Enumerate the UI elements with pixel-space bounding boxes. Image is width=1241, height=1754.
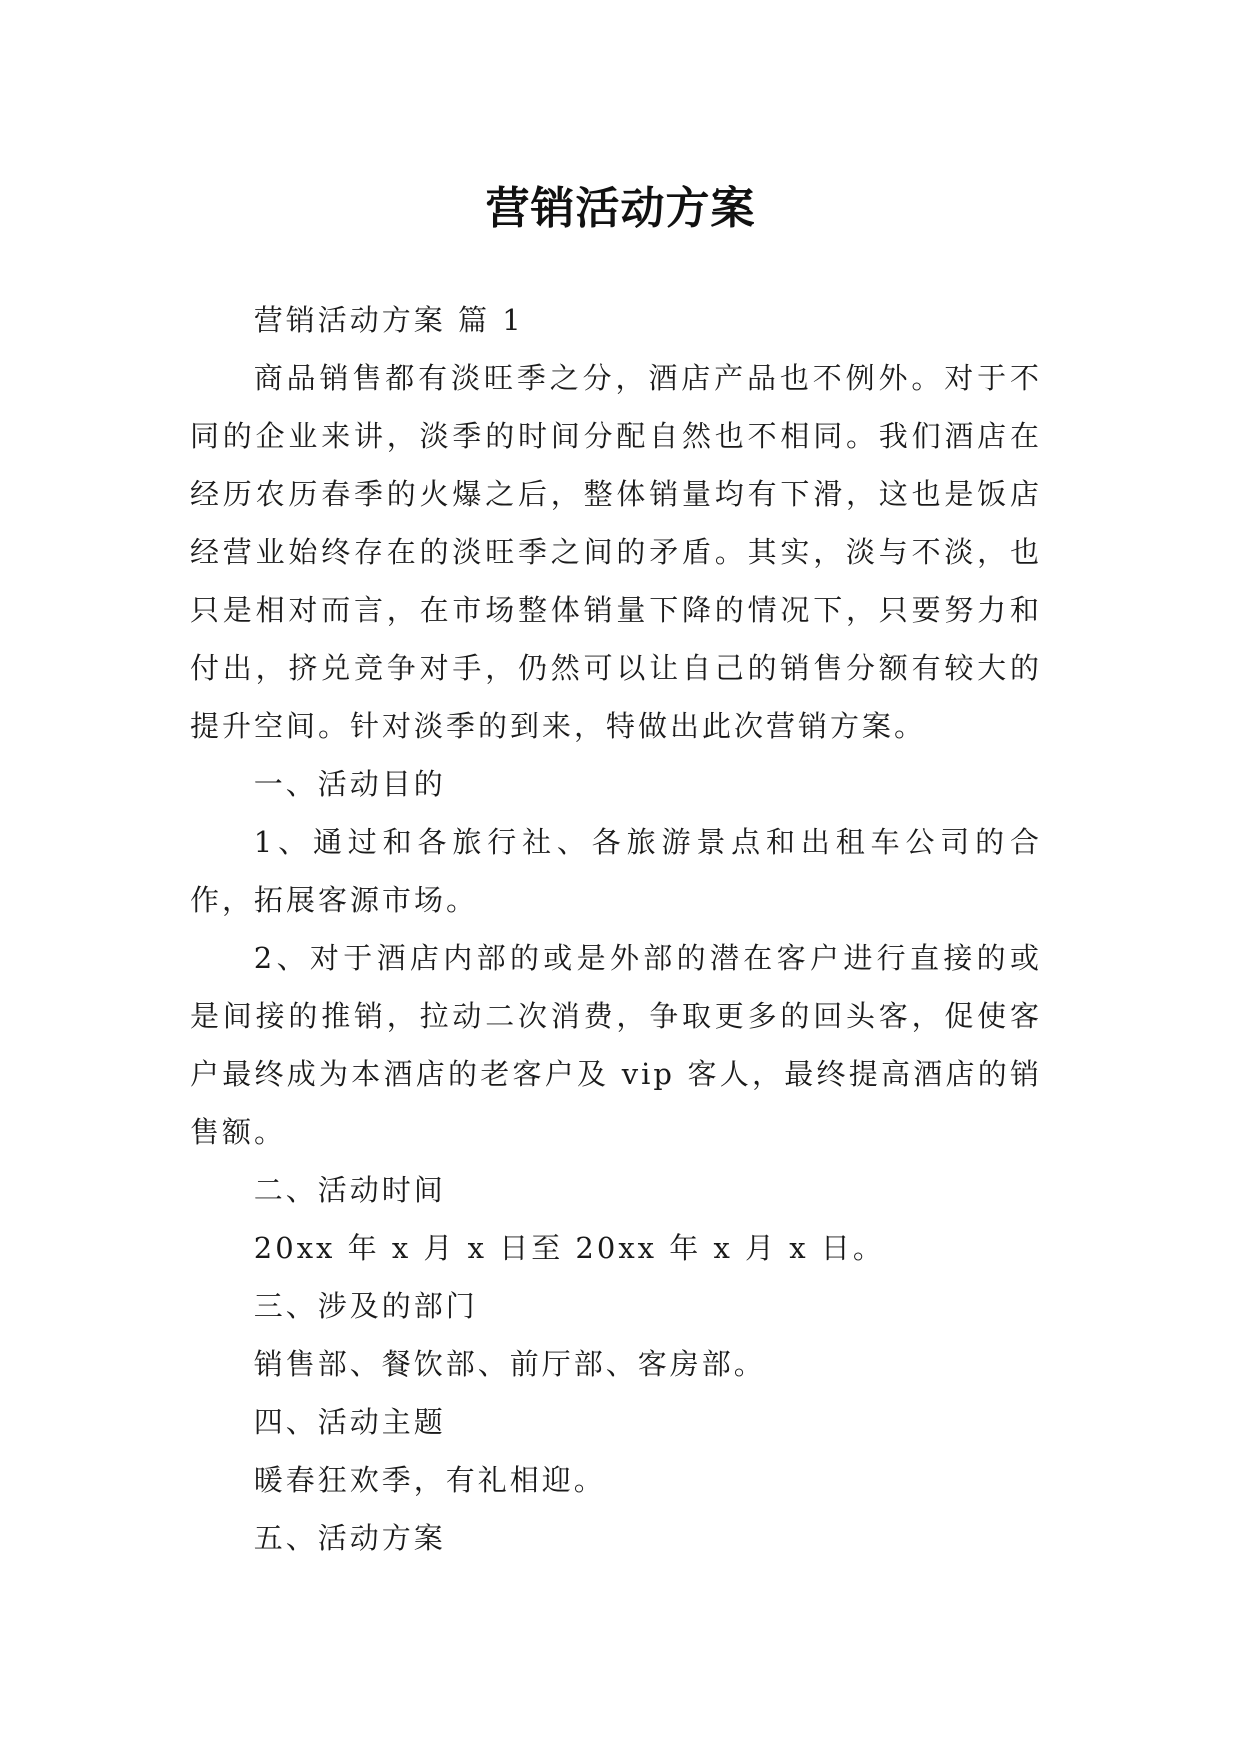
heading-purpose: 一、活动目的 (253, 767, 446, 801)
document-title: 营销活动方案 (485, 183, 756, 235)
heading-departments: 三、涉及的部门 (253, 1289, 478, 1323)
section-heading-1: 营销活动方案 篇 1 (253, 303, 524, 337)
document-body (190, 291, 1042, 1567)
heading-theme: 四、活动主题 (253, 1405, 446, 1439)
purpose-item-2: 2、对于酒店内部的或是外部的潜在客户进行直接的或是间接的推销，拉动二次消费，争取更多的回头客，促使客户最终成为本酒店的老客户及 vip 客人，最终提高酒店的销售额。 (190, 941, 1042, 1149)
intro-paragraph: 商品销售都有淡旺季之分，酒店产品也不例外。对于不同的企业来讲，淡季的时间分配自然也不相同。我们酒店在经历农历春季的火爆之后，整体销量均有下滑，这也是饭店经营业始终存在的淡旺季之间的矛盾。其实，淡与不淡，也只是相对而言，在市场整体销量下降的情况下，只要努力和付出，挤兑竞争对手，仍然可以让自己的销售分额有较大的提升空间。针对淡季的到来，特做出此次营销方案。 (190, 361, 1042, 743)
departments-text: 销售部、餐饮部、前厅部、客房部。 (253, 1347, 766, 1381)
heading-time: 二、活动时间 (253, 1173, 446, 1207)
time-text: 20xx 年 x 月 x 日至 20xx 年 x 月 x 日。 (253, 1231, 885, 1265)
heading-plan: 五、活动方案 (253, 1521, 446, 1555)
theme-text: 暖春狂欢季，有礼相迎。 (253, 1463, 606, 1497)
purpose-item-1: 1、通过和各旅行社、各旅游景点和出租车公司的合作，拓展客源市场。 (190, 825, 1042, 917)
